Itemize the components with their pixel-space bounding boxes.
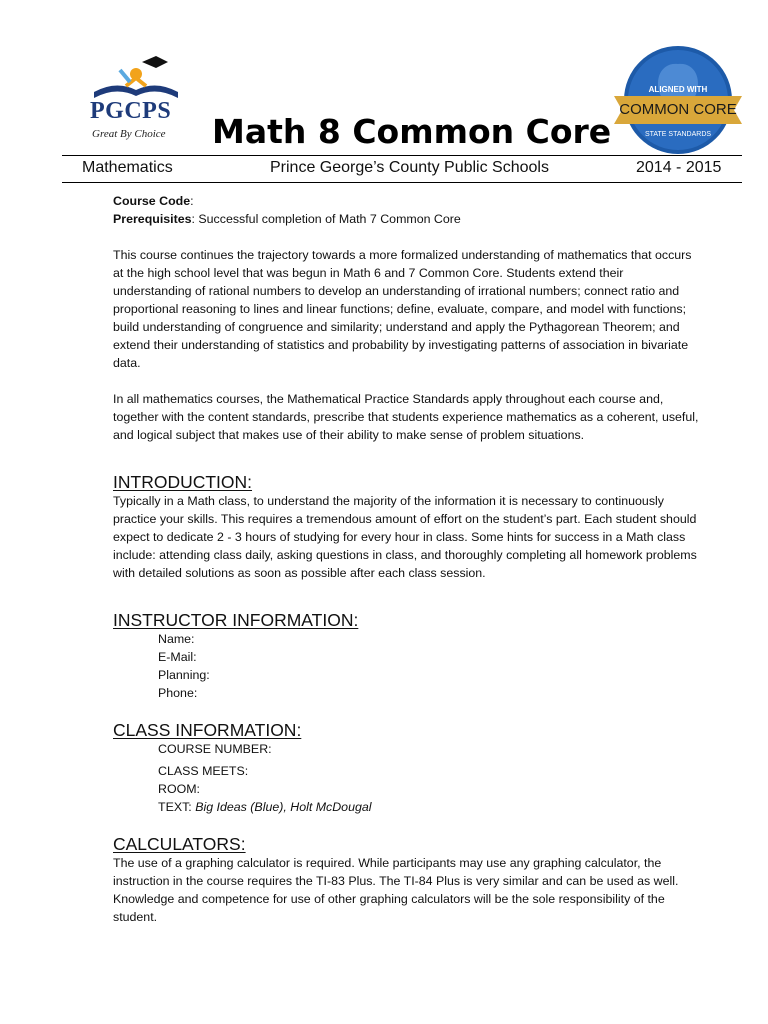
instructor-phone: Phone: — [158, 686, 198, 700]
text-label: TEXT: — [158, 800, 192, 814]
header-district: Prince George’s County Public Schools — [270, 159, 549, 176]
text-value: Big Ideas (Blue), Holt McDougal — [195, 800, 372, 814]
instructor-heading: INSTRUCTOR INFORMATION: — [113, 610, 359, 630]
seal-line-1: ALIGNED WITH — [648, 85, 708, 94]
header-subject: Mathematics — [82, 159, 173, 176]
intro-text: Typically in a Math class, to understand the majority of the information it is necessary to continuously practice your skills. This requires a tremendous amount of effort on the student’s part. Each student should expect to dedicate 2 - 3 hours of studying for every hour in class. Some hints for success in a Math class include: attending class daily, asking questions in class, and thoroughly completing all homework problems with detailed solutions as soon as possible after each class session. — [113, 494, 697, 580]
header-bar — [62, 155, 742, 183]
class-info-heading: CLASS INFORMATION: — [113, 720, 302, 740]
practice-standards: In all mathematics courses, the Mathematical Practice Standards apply throughout each course and, together with the content standards, prescribe that students experience mathematics as a coherent, useful, and logical subject that makes use of their ability to make sense of problem situations. — [113, 392, 699, 442]
prereq-value: Successful completion of Math 7 Common Core — [198, 212, 461, 226]
header-year: 2014 - 2015 — [636, 159, 722, 176]
instructor-email: E-Mail: — [158, 650, 197, 664]
logo-tagline: Great By Choice — [92, 128, 166, 140]
calculators-heading: CALCULATORS: — [113, 834, 246, 854]
prereq-label: Prerequisites — [113, 212, 192, 226]
calculators-text: The use of a graphing calculator is required. While participants may use any graphing calculator, the instruction in the course requires the TI-83 Plus. The TI-84 Plus is very similar and can be used as well. Knowledge and competence for use of other graphing calculators will be the sole responsibility of the student. — [113, 856, 679, 924]
course-description: This course continues the trajectory towards a more formalized understanding of mathematics that occurs at the high school level that was begun in Math 6 and 7 Common Core. Students extend their understanding of rational numbers to develop an understanding of irrational numbers; connect ratio and proportional reasoning to lines and linear functions; define, evaluate, compare, and model with functions; build understanding of congruence and similarity; understand and apply the Pythagorean Theorem; and extend their understanding of statistics and probability by investigating patterns of association in bivariate data. — [113, 248, 692, 370]
course-code-line: Course Code: — [113, 194, 194, 208]
class-info-list — [113, 740, 703, 816]
main-content — [113, 192, 703, 926]
prereq-line: Prerequisites: Successful completion of Math 7 Common Core — [113, 212, 461, 226]
room: ROOM: — [158, 782, 200, 796]
class-meets: CLASS MEETS: — [158, 764, 249, 778]
instructor-planning: Planning: — [158, 668, 210, 682]
common-core-seal — [610, 44, 746, 156]
instructor-list — [113, 630, 703, 702]
seal-line-3: STATE STANDARDS — [644, 131, 712, 138]
intro-heading: INTRODUCTION: — [113, 472, 253, 492]
seal-line-2: COMMON CORE — [619, 101, 737, 118]
course-number: COURSE NUMBER: — [158, 742, 272, 756]
instructor-name: Name: — [158, 632, 195, 646]
course-code-label: Course Code — [113, 194, 191, 208]
page-title: Math 8 Common Core — [212, 112, 612, 151]
logo-name: PGCPS — [90, 98, 172, 124]
text-line — [158, 798, 703, 816]
